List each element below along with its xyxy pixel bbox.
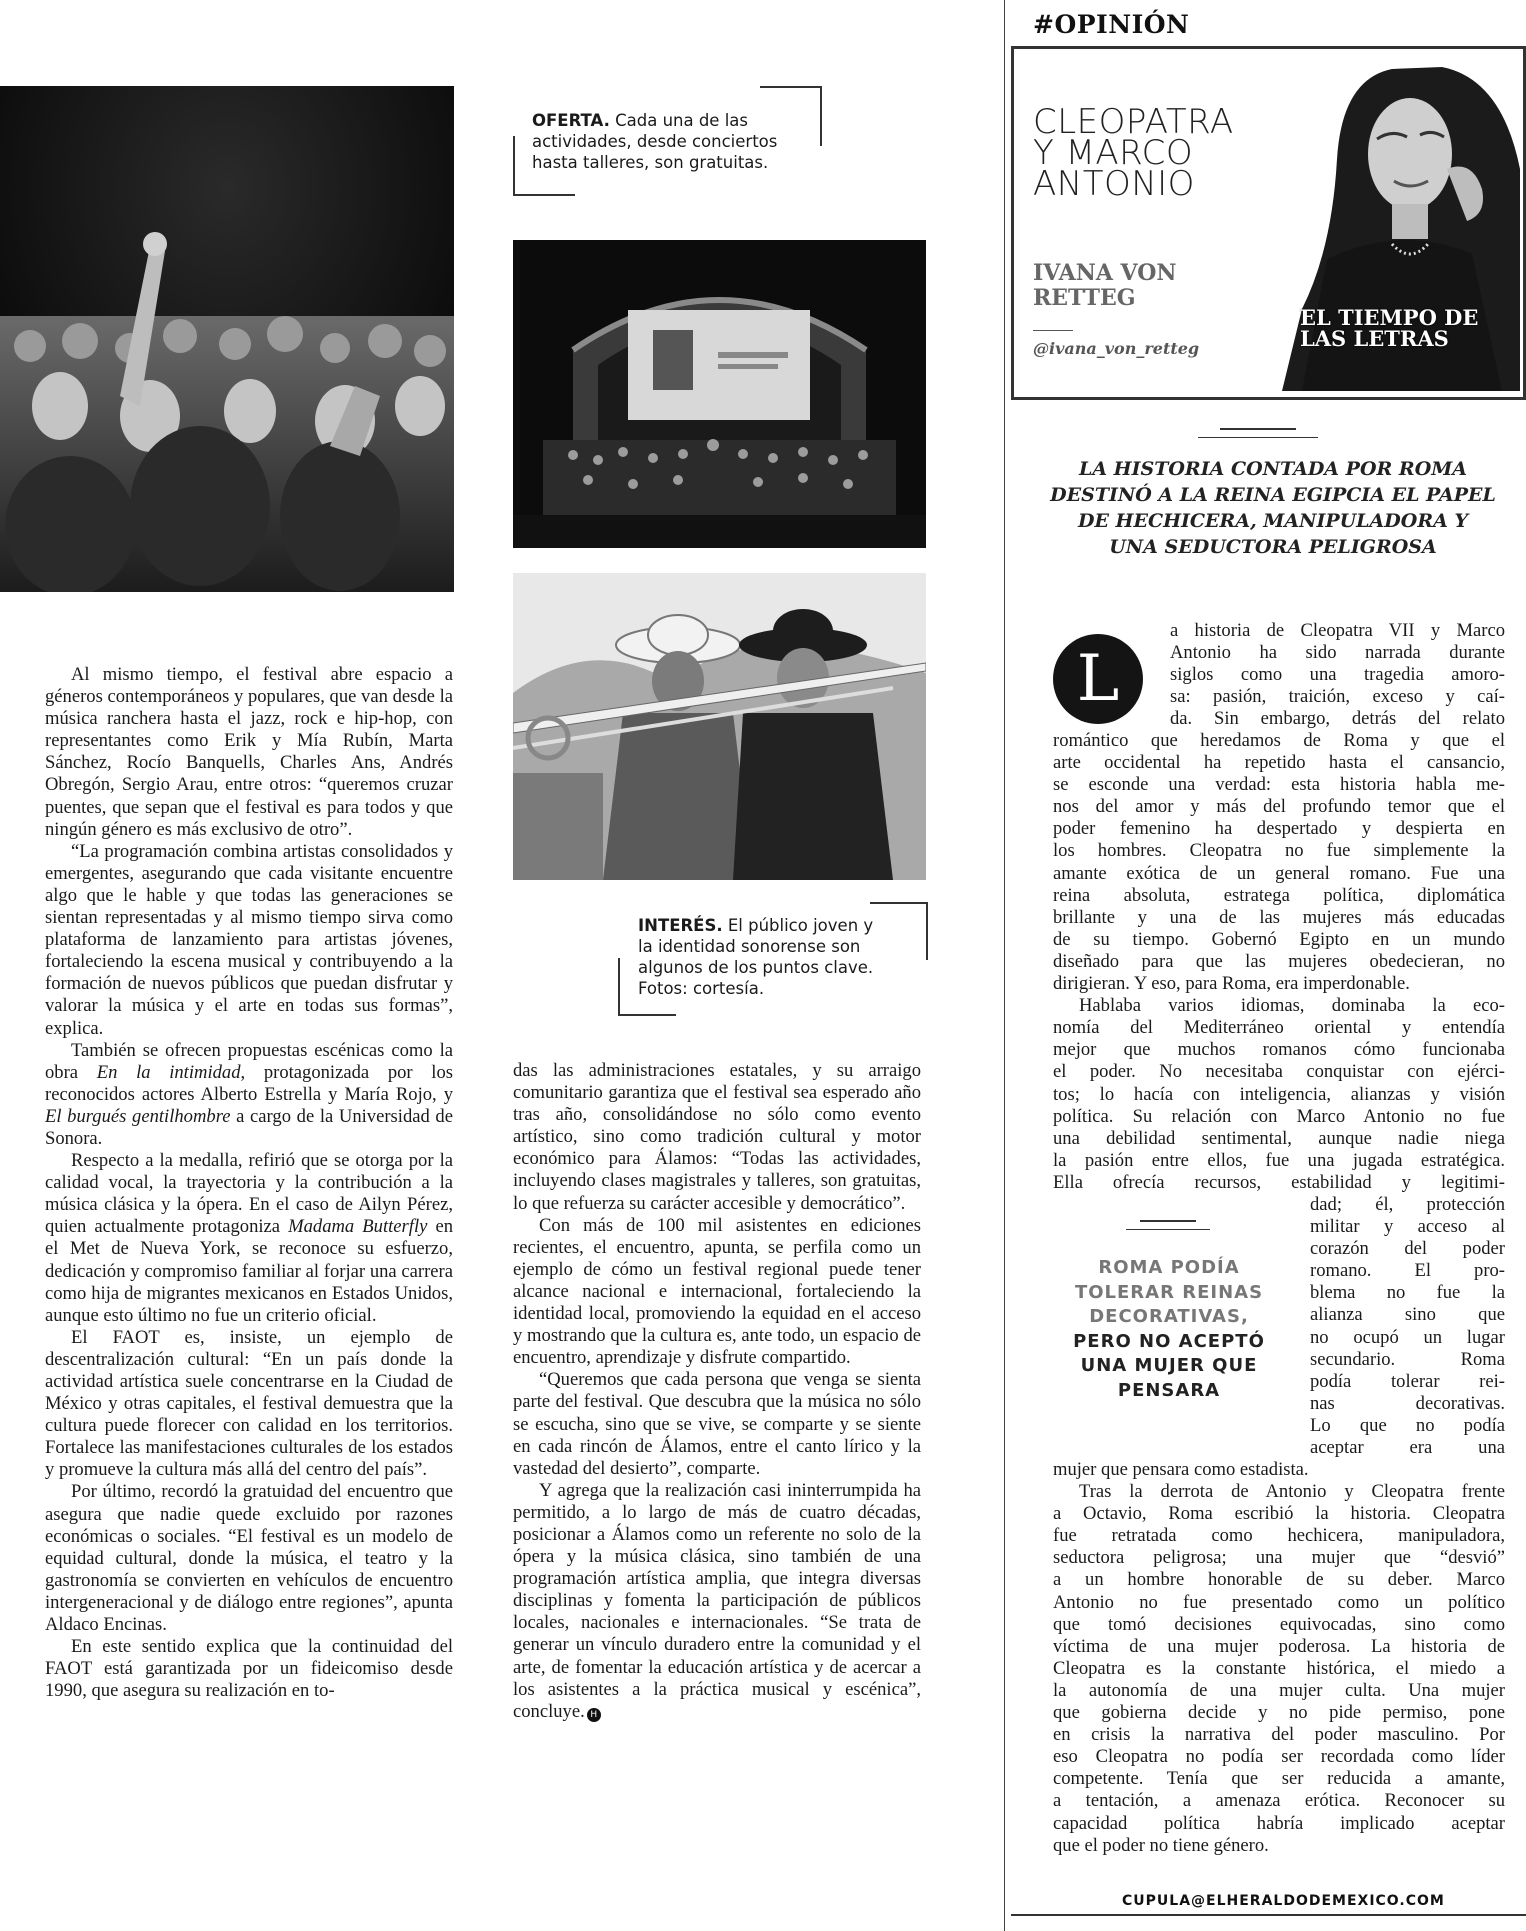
deck-rule-top	[1220, 428, 1296, 430]
column-line: secundario. Roma	[1310, 1348, 1505, 1370]
orchestra-theater-photo	[513, 240, 926, 548]
pull-quote	[1053, 1256, 1285, 1403]
pull-quote-rule	[1140, 1220, 1196, 1222]
pull-quote-rule-short	[1126, 1229, 1210, 1230]
section-tag: #OPINIÓN	[1033, 10, 1190, 39]
author-name	[1033, 261, 1177, 311]
concert-crowd-photo	[0, 86, 454, 592]
column-line: fue retratada como hechicera, manipuladora,	[1053, 1525, 1505, 1547]
article-paragraph	[45, 664, 453, 841]
column-line: brillante y una de las mujeres más educadas	[1053, 906, 1505, 928]
column-line: una debilidad sentimental, aunque nadie niega	[1053, 1127, 1505, 1149]
column-line: la autonomía de una mujer culta. Una mujer	[1053, 1679, 1505, 1701]
caption-interes-label: INTERÉS.	[638, 916, 723, 935]
drop-cap	[1053, 634, 1143, 724]
article-paragraph	[45, 1481, 453, 1636]
column-line: nas decorativas.	[1310, 1392, 1505, 1414]
column-body-wrap-b	[1310, 1194, 1505, 1459]
deck-rule-top-short	[1198, 437, 1318, 438]
column-line: la pasión entre ellos, fue una jugada estratégica.	[1053, 1149, 1505, 1171]
column-title-line: Y MARCO	[1033, 133, 1194, 173]
article-text: das las administraciones estatales, y su arraigo comunitario garantiza que el festival sea esperado año tras año, consolidándose no sólo como evento artístico, sino como tradición cultural y motor económico para Álamos: “Todas las actividades, incluyendo clases magistrales y talleres, son gratuitas, lo que refuerza su carácter accesible y democrático”.	[513, 1060, 921, 1214]
column-line: que gobierna decide y no pide permiso, pone	[1053, 1702, 1505, 1724]
column-line: da. Sin embargo, detrás del relato	[1170, 708, 1505, 730]
column-line: alianza sino que	[1310, 1304, 1505, 1326]
column-body-wrap-a	[1170, 620, 1505, 730]
series-title	[1300, 307, 1478, 349]
pull-quote-line: UNA MUJER QUE	[1080, 1355, 1258, 1376]
column-line: que tomó decisiones equivocadas, sino como	[1053, 1613, 1505, 1635]
column-line: dad; él, protección	[1310, 1194, 1505, 1215]
article-text: en el Met de Nueva York, se reconoce su esfuerzo, dedicación y compromiso familiar al forjar una carrera como hija de migrantes mexicanos en Estados Unidos, aunque esto último no fue un criterio oficial.	[45, 1216, 454, 1326]
column-line: política. Su relación con Marco Antonio no fue	[1053, 1105, 1505, 1127]
caption-interes-line: Fotos: cortesía.	[638, 979, 765, 998]
column-line: amante exótica de un general romano. Fue una	[1053, 862, 1505, 884]
article-text: En este sentido explica que la continuidad del FAOT está garantizada por un fideicomiso desde 1990, que asegura su realización en to-	[45, 1636, 453, 1702]
column-line: no ocupó un lugar	[1310, 1326, 1505, 1348]
column-line: blema no fue la	[1310, 1282, 1505, 1304]
article-paragraph	[45, 1040, 453, 1150]
column-line: Cleopatra es la constante histórica, el miedo a	[1053, 1657, 1505, 1679]
column-line: competente. Tenía que ser reducida a amante,	[1053, 1768, 1505, 1790]
column-line: el poder. No necesitaba conquistar con ejérci-	[1053, 1061, 1505, 1083]
column-deck	[1038, 456, 1508, 560]
column-line: seductora peligrosa; una mujer que “desvió”	[1053, 1547, 1505, 1569]
article-paragraph	[513, 1480, 921, 1723]
drop-cap-letter: L	[1076, 642, 1120, 716]
caption-oferta-line: actividades, desde conciertos	[532, 132, 778, 151]
article-italic-title: En la intimidad	[96, 1061, 241, 1083]
column-line: aceptar era una	[1310, 1437, 1505, 1459]
column-title-line: CLEOPATRA	[1033, 102, 1234, 142]
column-body-full-b	[1053, 1459, 1505, 1857]
caption-oferta-label: OFERTA.	[532, 111, 610, 130]
column-line: capacidad política habría implicado aceptar	[1053, 1812, 1505, 1834]
pull-quote-line: ROMA PODÍA	[1098, 1257, 1240, 1278]
series-title-line: LAS LETRAS	[1300, 326, 1449, 351]
column-line: que el poder no tiene género.	[1053, 1834, 1269, 1856]
column-line: a Octavio, Roma escribió la historia. Cleopatra	[1053, 1503, 1505, 1525]
column-line: sa: pasión, traición, exceso y caí-	[1170, 686, 1505, 708]
footer-email: CUPULA@ELHERALDODEMEXICO.COM	[1122, 1893, 1445, 1909]
column-line: nos del amor y más del profundo temor que el	[1053, 796, 1505, 818]
column-line: nomía del Mediterráneo oriental y entendía	[1053, 1017, 1505, 1039]
column-body-full-a	[1053, 730, 1505, 1194]
column-separator	[1004, 0, 1005, 1931]
column-line: a tentación, a amenaza erótica. Reconocer su	[1053, 1790, 1505, 1812]
series-title-line: EL TIEMPO DE	[1300, 305, 1479, 330]
column-line: romano. El pro-	[1310, 1260, 1505, 1282]
article-text: También se ofrecen propuestas escénicas como la obra	[45, 1039, 453, 1083]
column-line: militar y acceso al	[1310, 1216, 1505, 1238]
article-text: “Queremos que cada persona que venga se sienta parte del festival. Que descubra que la música no sólo se escucha, sino que se vive, se comparte y se siente en cada rincón de Álamos, entre el canto lírico y la vastedad del desierto”, comparte.	[513, 1369, 921, 1479]
column-line: corazón del poder	[1310, 1238, 1505, 1260]
author-rule	[1033, 330, 1073, 331]
column-line: en crisis la narrativa del poder masculino. Por	[1053, 1724, 1505, 1746]
column-line: Tras la derrota de Antonio y Cleopatra frente	[1079, 1481, 1505, 1503]
column-title-line: ANTONIO	[1033, 164, 1195, 204]
column-line: podía tolerar rei-	[1310, 1370, 1505, 1392]
brass-illustration	[513, 573, 926, 880]
deck-line: DESTINÓ A LA REINA EGIPCIA EL PAPEL	[1050, 484, 1496, 506]
column-line: arte occidental ha repetido hasta el cansancio,	[1053, 752, 1505, 774]
article-text: Por último, recordó la gratuidad del encuentro que asegura que nadie quede excluido por razones económicas o sociales. “El festival es un modelo de equidad cultural, donde la música, el teatro y la gastronomía se convierten en vehículos de encuentro intergeneracional y de diálogo entre regiones”, apunta Aldaco Encinas.	[45, 1481, 453, 1636]
column-line: eso Cleopatra no podía ser recordada como líder	[1053, 1746, 1505, 1768]
deck-line: DE HECHICERA, MANIPULADORA Y	[1077, 510, 1469, 532]
article-text: El FAOT es, insiste, un ejemplo de descentralización cultural: “En un país donde la actividad artística suele concentrarse en la Ciudad de México y otras capitales, el festival demuestra que la cultura puede florecer con calidad en los territorios. Fortalece las manifestaciones culturales de los estados y promueve la cultura más allá del centro del país”.	[45, 1326, 453, 1481]
article-paragraph	[513, 1060, 921, 1215]
column-line: se esconde una verdad: esta historia habla me-	[1053, 774, 1505, 796]
article-text: , protagonizada por los reconocidos actores Alberto Estrella y María Rojo, y	[45, 1061, 453, 1105]
article-text: Al mismo tiempo, el festival abre espacio a géneros contemporáneos y populares, que van desde la música ranchera hasta el jazz, rock e hip-hop, con representantes como Erik y Mía Rubín, Marta Sánchez, Rocío Banquells, Charles Ans, Andrés Obregón, Sergio Arau, entre otros: “queremos cruzar puentes, que sepan que el festival es para todos y que ningún género es más exclusivo de otro”.	[45, 664, 453, 840]
article-paragraph	[513, 1369, 921, 1479]
author-handle: @ivana_von_retteg	[1033, 339, 1200, 358]
caption-interes-line: El público joven y	[722, 916, 874, 935]
column-line: Ella ofrecía recursos, estabilidad y legitimi-	[1053, 1171, 1505, 1193]
footer-rule	[1011, 1914, 1526, 1916]
article-paragraph	[45, 841, 453, 1040]
column-line: Antonio ha sido narrada durante	[1170, 642, 1505, 664]
caption-oferta-line: hasta talleres, son gratuitas.	[532, 153, 769, 172]
column-line: tos; lo hacía con inteligencia, alianzas y visión	[1053, 1083, 1505, 1105]
pull-quote-line: PENSARA	[1117, 1379, 1221, 1401]
article-text: Con más de 100 mil asistentes en ediciones recientes, el encuentro, apunta, se perfila como un ejemplo de cómo un festival regional puede tener alcance nacional e internacional, fortaleciendo la identidad local, promoviendo la equidad en el acceso y mostrando que la cultura es, ante todo, un espacio de encuentro, aprendizaje y disfrute compartido.	[513, 1214, 921, 1369]
caption-oferta	[532, 110, 832, 173]
article-paragraph	[45, 1327, 453, 1482]
column-line: Antonio no fue presentado como un político	[1053, 1591, 1505, 1613]
article-end-mark: H	[587, 1708, 601, 1722]
brass-musicians-photo	[513, 573, 926, 880]
column-line: dirigieran. Y eso, para Roma, era imperdonable.	[1053, 973, 1410, 995]
crowd-illustration	[0, 86, 454, 592]
column-line: siglos como una tragedia amoro-	[1170, 664, 1505, 686]
article-text: “La programación combina artistas consolidados y emergentes, asegurando que cada visitante encuentre algo que le hable y que todas las generaciones se sientan representadas y al mismo tiempo sirva como plataforma de lanzamiento para artistas jóvenes, fortaleciendo la escena musical y contribuyendo a la formación de nuevos públicos que puedan disfrutar y valorar la música y el arte en todas sus formas”, explica.	[45, 840, 453, 1039]
column-line: de su tiempo. Gobernó Egipto en un mundo	[1053, 928, 1505, 950]
pull-quote-line: PERO NO ACEPTÓ	[1073, 1330, 1265, 1352]
column-header-box	[1011, 46, 1526, 400]
article-italic-title: Madama Butterfly	[288, 1216, 428, 1238]
orchestra-illustration	[513, 240, 926, 548]
article-paragraph	[45, 1636, 453, 1702]
column-line: a historia de Cleopatra VII y Marco	[1170, 620, 1505, 641]
article-text: Respecto a la medalla, refirió que se otorga por la calidad vocal, la trayectoria y la contribución a la música clásica y la ópera. En el caso de Ailyn Pérez, quien actualmente protagoniza	[45, 1150, 453, 1238]
article-italic-title: El burgués gentilhombre	[45, 1105, 231, 1127]
column-line: romántico que heredamos de Roma y que el	[1053, 730, 1505, 751]
article-text: Y agrega que la realización casi ininterrumpida ha permitido, a lo largo de más de cuatro décadas, posicionar a Álamos como un referente no solo de la ópera y la música clásica, sino también de una programación artística amplia, que integra diversas disciplinas y fomenta la participación de públicos locales, nacionales e internacionales. “Se trata de generar un vínculo duradero entre la comunidad y el arte, de fomentar la educación artística y de acercar a los asistentes a la práctica musical y escénica”, concluye.	[513, 1479, 921, 1722]
pull-quote-line: DECORATIVAS,	[1089, 1306, 1249, 1327]
column-line: los hombres. Cleopatra no fue simplemente la	[1053, 840, 1505, 862]
caption-interes	[638, 915, 938, 999]
article-paragraph	[45, 1150, 453, 1327]
deck-line: LA HISTORIA CONTADA POR ROMA	[1078, 458, 1468, 480]
column-line: reina absoluta, estratega política, diplomática	[1053, 884, 1505, 906]
column-line: diseñado para que las mujeres obedecieran, no	[1053, 950, 1505, 972]
column-line: poder femenino ha despertado y despierta en	[1053, 818, 1505, 840]
caption-interes-line: la identidad sonorense son	[638, 937, 861, 956]
author-name-line: RETTEG	[1033, 285, 1136, 311]
column-line: víctima de una mujer poderosa. La historia de	[1053, 1635, 1505, 1657]
caption-oferta-line: Cada una de las	[609, 111, 748, 130]
column-line: mujer que pensara como estadista.	[1053, 1459, 1309, 1480]
article-text: a cargo de la Universidad de Sonora.	[45, 1105, 453, 1149]
caption-interes-line: algunos de los puntos clave.	[638, 958, 874, 977]
column-line: a un hombre honorable de su deber. Marco	[1053, 1569, 1505, 1591]
column-line: mejor que muchos romanos cómo funcionaba	[1053, 1039, 1505, 1061]
column-title	[1033, 102, 1234, 204]
festival-article-column-1	[45, 664, 453, 1702]
deck-line: UNA SEDUCTORA PELIGROSA	[1109, 536, 1437, 558]
article-paragraph	[513, 1215, 921, 1370]
column-line: Hablaba varios idiomas, dominaba la eco-	[1079, 995, 1505, 1017]
column-line: Lo que no podía	[1310, 1414, 1505, 1436]
pull-quote-line: TOLERAR REINAS	[1074, 1281, 1264, 1303]
festival-article-column-2	[513, 1060, 921, 1723]
author-name-line: IVANA VON	[1033, 260, 1177, 286]
